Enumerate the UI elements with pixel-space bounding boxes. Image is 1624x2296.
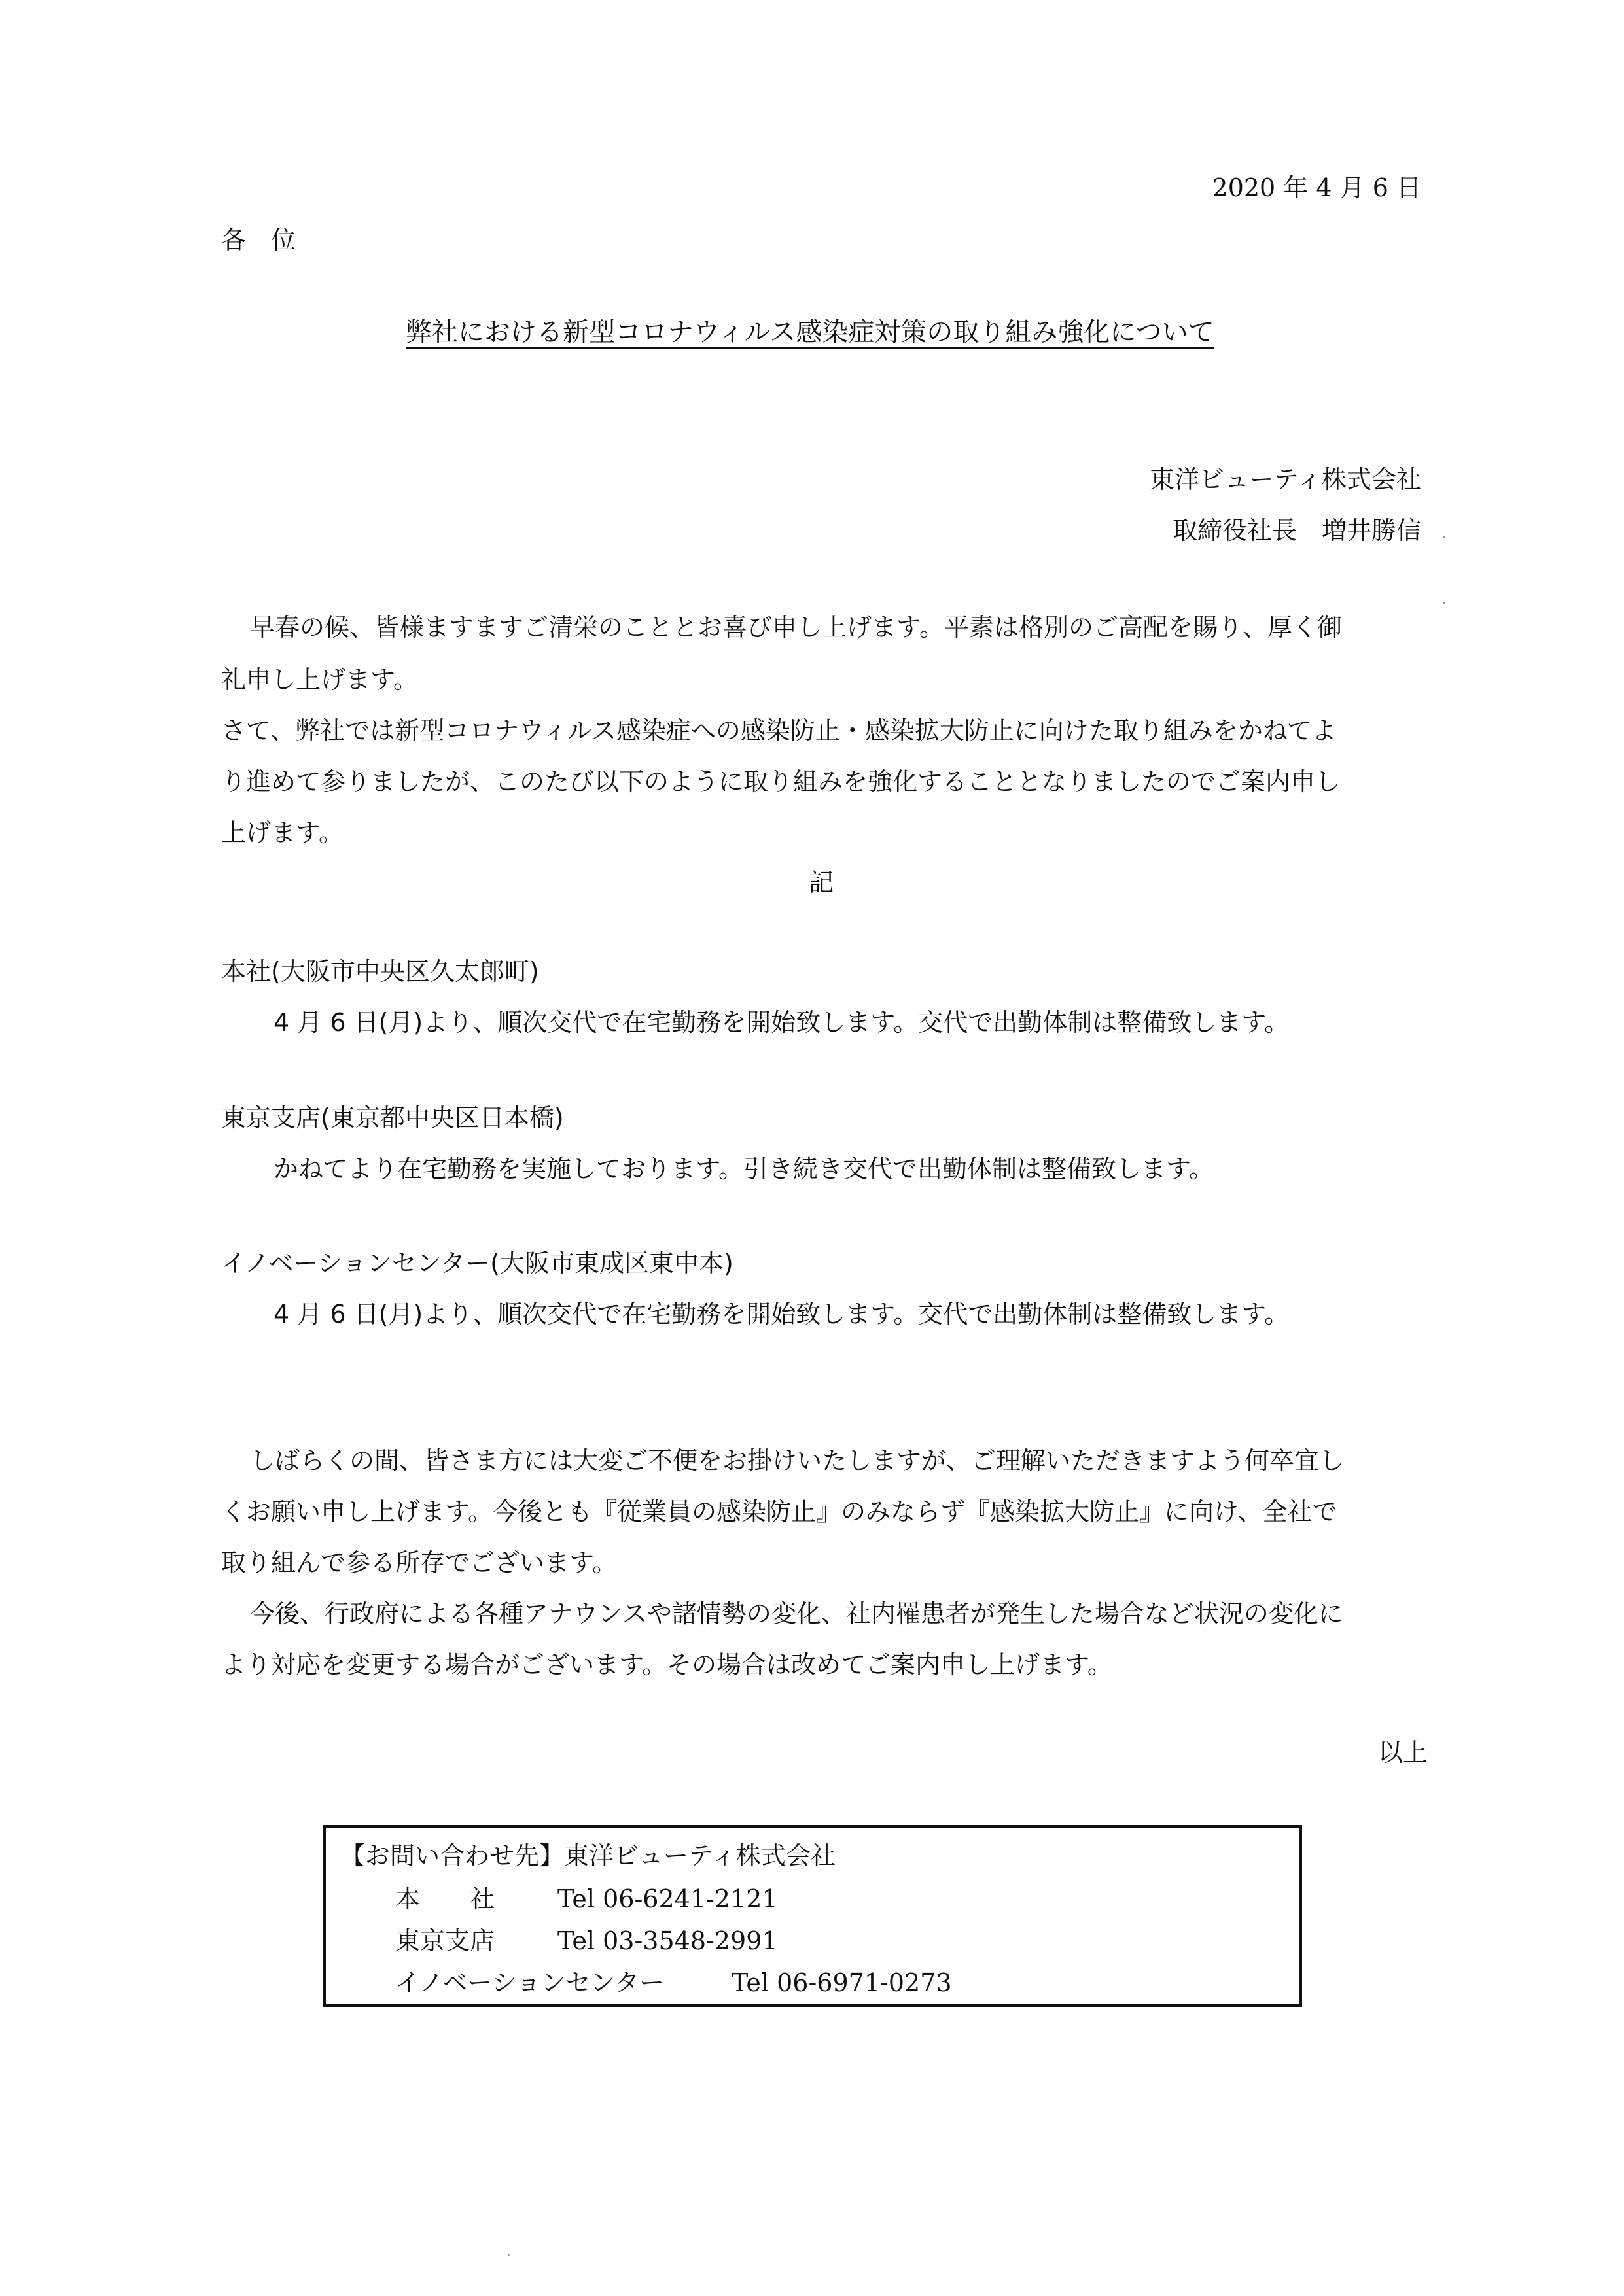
signatory: 取締役社長 増井勝信 [1172, 516, 1421, 545]
intro-line: さて、弊社では新型コロナウィルス感染症への感染防止・感染拡大防止に向けた取り組みをかねてよ [221, 716, 1337, 745]
intro-line: り進めて参りましたが、このたび以下のように取り組みを強化することとなりましたのでご案内申し [221, 767, 1341, 796]
contact-name: イノベーションセンター [395, 1968, 665, 1997]
closing-line: くお願い申し上げます。今後とも『従業員の感染防止』のみならず『感染拡大防止』に向け、全社で [221, 1497, 1337, 1526]
contact-heading: 【お問い合わせ先】東洋ビューティ株式会社 [340, 1841, 836, 1870]
scan-speck [1443, 602, 1445, 604]
contact-name: 本 社 [395, 1885, 495, 1913]
location-heading: 東京支店(東京都中央区日本橋) [221, 1104, 564, 1132]
document-date: 2020 年 4 月 6 日 [1212, 173, 1421, 202]
salutation: 各 位 [221, 226, 296, 254]
closing-line: 取り組んで参る所存でございます。 [221, 1548, 617, 1577]
contact-tel: Tel 06-6241-2121 [557, 1885, 778, 1913]
closing-line: しばらくの間、皆さま方には大変ご不便をお掛けいたしますが、ご理解いただきますよう何卒宜し [250, 1446, 1345, 1475]
end-mark: 以上 [1377, 1738, 1428, 1767]
contact-name: 東京支店 [395, 1926, 495, 1955]
location-heading: イノベーションセンター(大阪市東成区東中本) [221, 1249, 733, 1278]
location-detail: かねてより在宅勤務を実施しております。引き続き交代で出勤体制は整備致します。 [274, 1155, 1214, 1183]
closing-line: 今後、行政府による各種アナウンスや諸情勢の変化、社内罹患者が発生した場合など状況の変化に [250, 1599, 1343, 1628]
contact-tel: Tel 03-3548-2991 [557, 1926, 778, 1955]
location-detail: 4 月 6 日(月)より、順次交代で在宅勤務を開始致します。交代で出勤体制は整備致します。 [274, 1300, 1290, 1329]
location-heading: 本社(大阪市中央区久太郎町) [221, 957, 539, 986]
intro-line: 早春の候、皆様ますますご清栄のこととお喜び申し上げます。平素は格別のご高配を賜り、厚く御 [250, 613, 1342, 642]
intro-line: 礼申し上げます。 [221, 665, 418, 694]
scan-speck [1443, 536, 1445, 538]
company-name: 東洋ビューティ株式会社 [1150, 465, 1421, 494]
ki-mark: 記 [809, 868, 834, 897]
contact-tel: Tel 06-6971-0273 [732, 1968, 952, 1997]
intro-line: 上げます。 [221, 818, 344, 847]
location-detail: 4 月 6 日(月)より、順次交代で在宅勤務を開始致します。交代で出勤体制は整備致します。 [274, 1008, 1290, 1037]
closing-line: より対応を変更する場合がございます。その場合は改めてご案内申し上げます。 [221, 1650, 1112, 1679]
scan-speck [508, 2254, 510, 2256]
document-title: 弊社における新型コロナウィルス感染症対策の取り組み強化について [406, 317, 1214, 347]
